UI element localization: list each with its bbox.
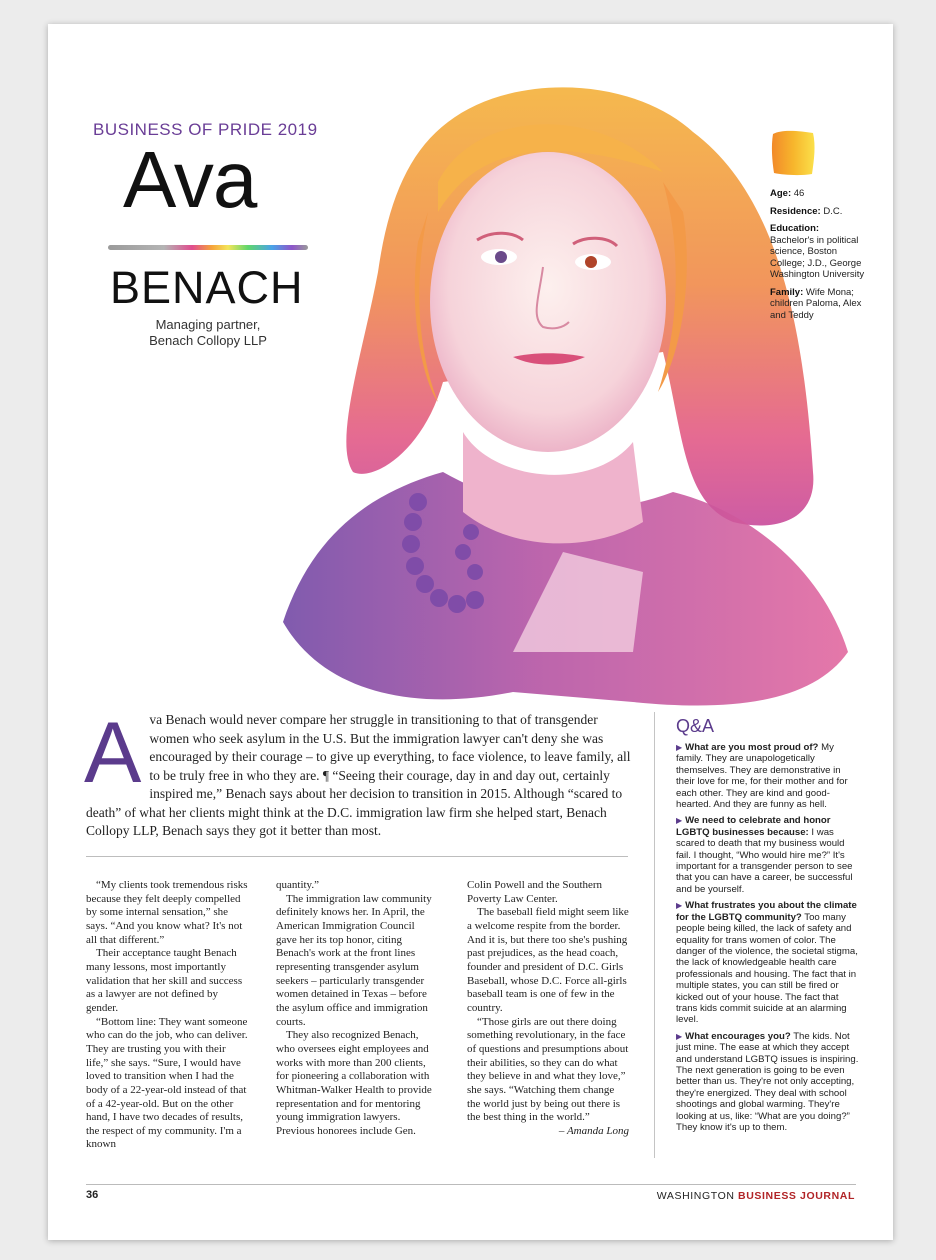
section-divider <box>86 856 628 857</box>
magazine-page <box>48 24 893 1240</box>
watercolor-swatch <box>770 128 816 178</box>
triangle-bullet-icon: ▶ <box>676 901 683 911</box>
body-paragraph: “My clients took tremendous risks because they felt deeply compelled by some internal sensation,” she says. “And you know what? It's not all that different.” <box>86 879 248 946</box>
fact-family: Family: Wife Mona; children Paloma, Alex and Teddy <box>770 286 862 321</box>
page-number: 36 <box>86 1189 99 1201</box>
section-kicker: BUSINESS OF PRIDE 2019 <box>93 120 318 139</box>
body-paragraph: “Those girls are out there doing something revolutionary, in the face of questions and presumptions about their abilities, so they can do what they believe in and what they love,” she says. “Watching them change the world just by being out there is the best thing in the world.” – Amanda Long <box>467 1015 629 1137</box>
lede-text: va Benach would never compare her struggle in transitioning to that of transgender women who seek asylum in the U.S. But the immigration lawyer can't deny she was encouraged by their courage – to give up everything, to face violence, to leave family, all to be truly free in who they are. ¶ “Seeing their courage, day in and day out, certainly inspired me,” Benach says about her decision to transition in 2015. Although “scared to death” of what her clients might think at the D.C. immigration law firm she helped start, Benach Collopy LLP, Benach says they got it better than most. <box>86 712 631 838</box>
fact-residence: Residence: D.C. <box>770 205 843 217</box>
qa-sidebar <box>676 716 859 1138</box>
fact-box <box>770 188 870 327</box>
column-divider <box>654 712 655 1158</box>
qa-item: ▶ What frustrates you about the climate for the LGBTQ community? Too many people being killed, the lack of safety and equality for trans women of color. The danger of the violence, the societal stigma, the lack of knowledgeable health care professionals and housing. The fact that in multiple states, you can still be fired or kicked out of your house. The fact that trans kids commit suicide at an alarming level. <box>676 900 858 1026</box>
job-title-line-2: Benach Collopy LLP <box>149 333 267 348</box>
body-paragraph: They also recognized Benach, who oversees eight employees and works with more than 200 clients, for pioneering a collaboration with Whitman-Walker Health to provide representation and for mentoring young immigration lawyers. Previous honorees include Gen. <box>276 1029 432 1137</box>
body-paragraph: Their acceptance taught Benach many lessons, most importantly validation that her skill and success as a lawyer are not defined by gender. <box>86 947 243 1014</box>
body-paragraph: The baseball field might seem like a welcome respite from the border. And it is, but there too she's pushing past prejudices, as the head coach, founder and president of D.C. Girls Baseball, whose D.C. Force all-girls baseball team is one of few in the country. <box>467 906 629 1014</box>
last-name-headline: BENACH <box>110 262 304 313</box>
qa-item: ▶ What encourages you? The kids. Not just mine. The ease at which they accept and understand LGBTQ issues is inspiring. The next generation is going to be even better than us. They're not only accepting, they're energized. They deal with school shootings and global warming. They're looking at us, like: “What are you doing?” They know it's up to them. <box>676 1030 859 1133</box>
job-title-line-1: Managing partner, <box>155 317 261 332</box>
fact-age: Age: 46 <box>770 188 805 199</box>
publication-masthead: WASHINGTON BUSINESS JOURNAL <box>656 1190 855 1202</box>
body-paragraph: quantity.” <box>276 879 319 891</box>
first-name-headline: Ava <box>123 135 257 224</box>
portrait-illustration <box>213 52 853 712</box>
body-column-1 <box>86 879 248 1152</box>
lede-paragraph <box>84 705 631 841</box>
body-column-3 <box>467 879 629 1138</box>
triangle-bullet-icon: ▶ <box>676 1031 683 1041</box>
job-title <box>108 317 308 349</box>
rainbow-rule <box>108 245 308 250</box>
qa-item: ▶ What are you most proud of? My family. They are unapologetically themselves. They are demonstrative in their love for me, for their mother and for each other. They are kind and good-hearted. And they are funny as hell. <box>676 742 848 811</box>
triangle-bullet-icon: ▶ <box>676 743 683 752</box>
fact-education: Education: Bachelor's in political science, Boston College; J.D., George Washington University <box>770 223 865 280</box>
qa-item: ▶ We need to celebrate and honor LGBTQ businesses because: I was scared to death that my business would fail. I thought, “Who would hire me?” It's important for a transgender person to see that you can have a career, be successful and be yourself. <box>676 815 853 895</box>
qa-title: Q&A <box>676 716 715 736</box>
body-paragraph: The immigration law community definitely knows her. In April, the American Immigration Council gave her its top honor, citing Benach's work at the front lines representing transgender asylum seekers – particularly transgender women detained in Texas – before the asylum office and immigration courts. <box>276 892 432 1028</box>
drop-cap: A <box>84 705 142 801</box>
byline: – Amanda Long <box>558 1124 629 1137</box>
body-column-2 <box>276 879 438 1138</box>
triangle-bullet-icon: ▶ <box>676 816 683 826</box>
body-paragraph: Colin Powell and the Southern Poverty Law Center. <box>467 879 603 905</box>
footer-rule <box>86 1184 856 1185</box>
body-paragraph: “Bottom line: They want someone who can do the job, who can deliver. They are trusting you with their life,” she says. “Sure, I would have loved to transition when I had the body of a 22-year-old instead of that of a 42-year-old. But on the other hand, I have two decades of results, the respect of my community. I'm a known <box>86 1015 248 1151</box>
